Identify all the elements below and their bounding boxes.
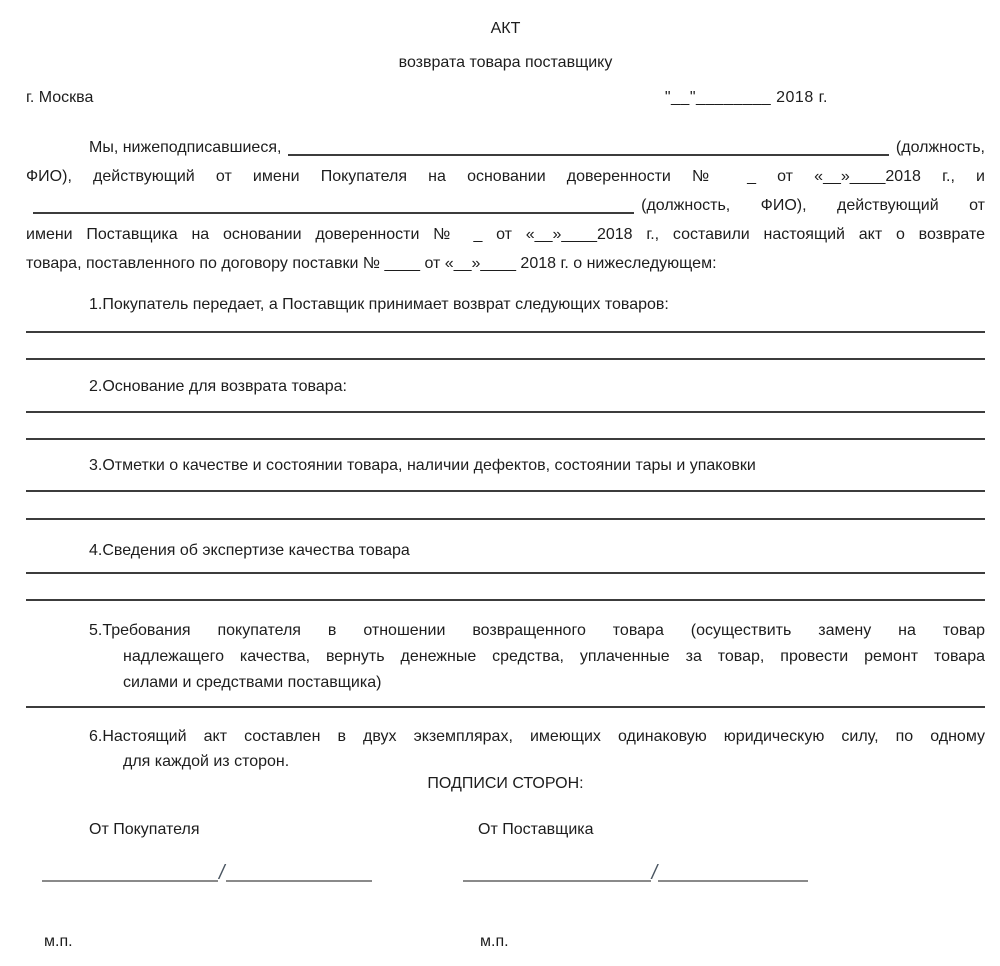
first-line-indent <box>26 133 89 162</box>
fill-in-line[interactable] <box>26 490 985 492</box>
intro-line-3-end: (должность, ФИО), действующий от <box>641 197 985 214</box>
signature-slash: / <box>651 862 658 884</box>
item-5-line-1: 5.Требования покупателя в отношении возвращенного товара (осуществить замену на товар <box>89 622 985 639</box>
item-5-line-2: надлежащего качества, вернуть денежные средства, уплаченные за товар, провести ремонт товара <box>123 648 985 665</box>
item-6-line-2: для каждой из сторон. <box>123 753 290 770</box>
signature-lines-row <box>42 858 985 882</box>
item-6-line-1: 6.Настоящий акт составлен в двух экземплярах, имеющих одинаковую юридическую силу, по одному <box>89 728 985 745</box>
date-field[interactable]: "__"________ 2018 г. <box>664 89 828 106</box>
fill-in-blank-name-2[interactable] <box>33 191 634 220</box>
intro-line-1-end: (должность, <box>895 139 985 156</box>
buyer-signature-line[interactable] <box>42 856 218 882</box>
fill-in-line[interactable] <box>26 706 985 708</box>
buyer-label: От Покупателя <box>89 821 200 838</box>
seal-row <box>26 932 985 952</box>
item-1-heading: 1.Покупатель передает, а Поставщик принимает возврат следующих товаров: <box>89 296 669 313</box>
supplier-name-line[interactable] <box>658 856 808 882</box>
intro-line-1 <box>26 133 985 162</box>
fill-in-line[interactable] <box>26 438 985 440</box>
fill-in-blank-name-1[interactable] <box>288 133 888 162</box>
buyer-name-line[interactable] <box>226 856 372 882</box>
intro-line-4: имени Поставщика на основании доверенности № _ от «__»____2018 г., составили настоящий акт о возврате <box>26 226 985 243</box>
item-5-line-3: силами и средствами поставщика) <box>123 674 382 691</box>
item-3-heading: 3.Отметки о качестве и состоянии товара, наличии дефектов, состоянии тары и упаковки <box>89 457 756 474</box>
item-2-heading: 2.Основание для возврата товара: <box>89 378 347 395</box>
item-5-paragraph <box>26 618 985 696</box>
fill-in-line[interactable] <box>26 599 985 601</box>
fill-in-line[interactable] <box>26 358 985 360</box>
intro-line-5: товара, поставленного по договору поставки № ____ от «__»____ 2018 г. о нижеследующем: <box>26 255 717 272</box>
intro-line-2: ФИО), действующий от имени Покупателя на основании доверенности № _ от «__»____2018 г., и <box>26 168 985 185</box>
signature-labels-row <box>26 820 985 840</box>
signature-slash: / <box>219 862 225 884</box>
fill-in-line[interactable] <box>26 331 985 333</box>
fill-in-line[interactable] <box>26 411 985 413</box>
fill-in-line[interactable] <box>26 518 985 520</box>
item-4-heading: 4.Сведения об экспертизе качества товара <box>89 542 410 559</box>
supplier-label: От Поставщика <box>478 821 594 838</box>
city-date-row <box>26 88 985 108</box>
document-subtitle: возврата товара поставщику <box>398 54 613 71</box>
intro-paragraph <box>26 133 985 278</box>
seal-right: м.п. <box>480 933 509 950</box>
intro-line-1-start: Мы, нижеподписавшиеся, <box>89 139 282 156</box>
signatures-heading: ПОДПИСИ СТОРОН: <box>427 775 584 792</box>
intro-line-3 <box>26 191 985 220</box>
fill-in-line[interactable] <box>26 572 985 574</box>
item-6-paragraph <box>26 724 985 774</box>
seal-left: м.п. <box>44 933 73 950</box>
city-label: г. Москва <box>26 89 94 106</box>
document-title: АКТ <box>490 20 521 37</box>
supplier-signature-line[interactable] <box>463 856 651 882</box>
